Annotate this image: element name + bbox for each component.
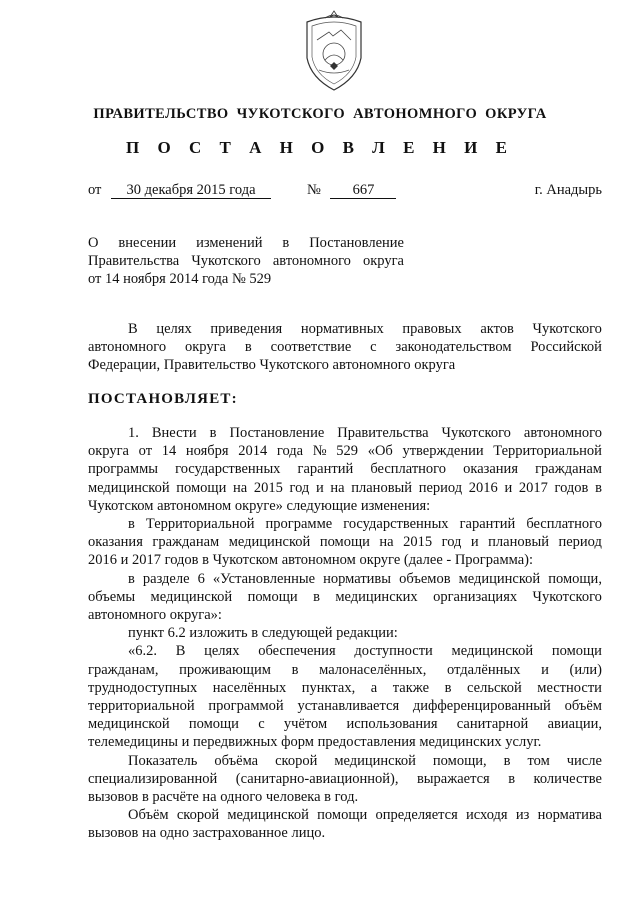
number-label: № bbox=[307, 182, 321, 198]
word: также bbox=[392, 679, 430, 696]
word: изменений bbox=[196, 235, 263, 251]
word: проживающим bbox=[179, 661, 271, 678]
word: программе bbox=[265, 516, 333, 533]
word: в bbox=[313, 588, 320, 605]
decree-heading: ПОСТАНОВЛЯЕТ: bbox=[88, 391, 238, 407]
word: с bbox=[370, 339, 377, 356]
word: округа bbox=[88, 443, 129, 460]
word: местности bbox=[537, 679, 602, 696]
text-line bbox=[88, 424, 602, 442]
word: определяется bbox=[375, 807, 458, 824]
word: малонаселённых, bbox=[319, 661, 427, 678]
word: дифференцированный bbox=[412, 698, 551, 715]
word: год bbox=[289, 479, 310, 496]
text-line: 2016 и 2017 годов в Чукотском автономном округе (далее - Программа): bbox=[88, 552, 533, 569]
word: территориальной bbox=[88, 698, 195, 715]
text-line: от 14 ноября 2014 года № 529 bbox=[88, 271, 272, 287]
word: плановый bbox=[351, 479, 413, 496]
word: помощи bbox=[551, 643, 602, 660]
word: объёма bbox=[214, 752, 259, 769]
text-line bbox=[88, 697, 602, 715]
word: на bbox=[379, 534, 394, 551]
word: помощи, bbox=[548, 570, 602, 587]
word: Чукотского bbox=[191, 253, 261, 269]
text-line: Чукотском автономном округе» следующие изменения: bbox=[88, 497, 431, 514]
word: нормативных bbox=[300, 321, 384, 337]
word: Российской bbox=[530, 339, 602, 356]
word: том bbox=[527, 752, 550, 769]
word: из bbox=[515, 807, 530, 824]
document-date: 30 декабря 2015 года bbox=[111, 182, 271, 199]
word: количестве bbox=[533, 770, 602, 787]
word: актов bbox=[480, 321, 514, 337]
text-line bbox=[88, 715, 602, 733]
word: исходя bbox=[466, 807, 508, 824]
word: программой bbox=[208, 698, 284, 715]
word: округа bbox=[363, 253, 404, 269]
word: помощи bbox=[247, 588, 298, 605]
word: объемы bbox=[88, 588, 136, 605]
word: гражданам bbox=[152, 534, 220, 551]
word: № bbox=[312, 443, 327, 460]
word: Правительства bbox=[337, 425, 429, 441]
word: труднодоступных bbox=[88, 679, 198, 696]
word: законодательством bbox=[395, 339, 512, 356]
word: медицинской bbox=[150, 588, 233, 605]
word: плановый bbox=[488, 534, 549, 551]
text-line bbox=[88, 770, 602, 788]
word: Показатель bbox=[128, 752, 198, 769]
word: медицинской bbox=[451, 643, 534, 660]
word: помощи bbox=[319, 534, 370, 551]
word: оказания bbox=[463, 461, 518, 478]
word: бесплатного bbox=[370, 461, 447, 478]
word: 2015 bbox=[403, 534, 433, 551]
decree-body bbox=[88, 424, 602, 843]
word: на bbox=[233, 479, 248, 496]
word: в bbox=[508, 770, 516, 787]
word: выражается bbox=[416, 770, 490, 787]
number-field bbox=[307, 182, 396, 199]
word: специализированной bbox=[88, 770, 218, 787]
word: числе bbox=[566, 752, 602, 769]
text-line bbox=[88, 460, 602, 478]
word: в bbox=[282, 235, 290, 251]
word: использования bbox=[346, 716, 438, 733]
word: гарантий bbox=[297, 461, 354, 478]
word: и bbox=[541, 661, 549, 678]
text-line bbox=[88, 234, 404, 252]
word: в bbox=[595, 479, 602, 496]
word: в bbox=[503, 752, 511, 769]
word: норматива bbox=[537, 807, 602, 824]
word: года bbox=[276, 443, 304, 460]
word: с bbox=[258, 716, 265, 733]
word: медицинской bbox=[458, 570, 541, 587]
word: программы bbox=[88, 461, 158, 478]
word: населённых bbox=[212, 679, 287, 696]
document-type: П О С Т А Н О В Л Е Н И Е bbox=[126, 138, 514, 157]
coat-of-arms-icon bbox=[299, 10, 369, 92]
city: г. Анадырь bbox=[534, 182, 602, 198]
text-line bbox=[88, 588, 602, 606]
word: 14 bbox=[161, 443, 177, 460]
word: округа bbox=[184, 339, 226, 356]
word: период bbox=[418, 479, 463, 496]
word: «Об bbox=[367, 443, 393, 460]
text-line bbox=[88, 679, 602, 697]
word: 2016 bbox=[468, 479, 498, 496]
word: Территориальной bbox=[493, 443, 602, 460]
word: санитарной bbox=[456, 716, 529, 733]
word: В bbox=[175, 643, 186, 660]
document-number: 667 bbox=[330, 182, 396, 199]
text-line bbox=[88, 806, 602, 824]
word: медицинских bbox=[335, 588, 418, 605]
word: Внести bbox=[151, 425, 197, 441]
word: бесплатного bbox=[526, 516, 602, 533]
word: гарантий bbox=[459, 516, 516, 533]
word: объём bbox=[564, 698, 602, 715]
word: авиации, bbox=[547, 716, 602, 733]
text-line: пункт 6.2 изложить в следующей редакции: bbox=[128, 625, 398, 642]
word: оказания bbox=[88, 534, 143, 551]
text-line: автономного округа»: bbox=[88, 607, 222, 624]
text-line: телемедицины и передвижных форм предоставления медицинских услуг. bbox=[88, 734, 542, 751]
word: 6 bbox=[197, 570, 205, 587]
date-field bbox=[88, 182, 271, 199]
word: на bbox=[330, 479, 345, 496]
text-line: вызовов на одно застрахованное лицо. bbox=[88, 825, 326, 842]
word: нормативы bbox=[323, 570, 392, 587]
word: Чукотского bbox=[532, 321, 602, 337]
word: доступности bbox=[354, 643, 433, 660]
word: помощи bbox=[188, 716, 239, 733]
word: Правительства bbox=[88, 253, 180, 269]
word: 529 bbox=[336, 443, 359, 460]
word: медицинской bbox=[334, 752, 416, 769]
word: государственных bbox=[175, 461, 281, 478]
word: а bbox=[370, 679, 378, 696]
word: (санитарно-авиационной), bbox=[235, 770, 399, 787]
word: помощи bbox=[317, 807, 368, 824]
word: государственных bbox=[343, 516, 449, 533]
word: от bbox=[138, 443, 153, 460]
word: 2014 bbox=[238, 443, 268, 460]
word: внесении bbox=[118, 235, 177, 251]
word: разделе bbox=[142, 570, 190, 587]
text-line: Федерации, Правительство Чукотского автономного округа bbox=[88, 357, 456, 374]
word: Постановление bbox=[309, 235, 404, 251]
word: обеспечения bbox=[258, 643, 336, 660]
word: и bbox=[315, 479, 324, 496]
word: и bbox=[504, 479, 513, 496]
word: гражданам, bbox=[88, 661, 159, 678]
word: помощи, bbox=[432, 752, 487, 769]
word: скорой bbox=[176, 807, 220, 824]
word: в bbox=[291, 661, 299, 678]
word: автономного bbox=[523, 425, 602, 441]
word: Объём bbox=[128, 807, 169, 824]
document-subject bbox=[88, 234, 404, 288]
word: медицинской bbox=[88, 479, 170, 496]
text-line bbox=[88, 320, 602, 338]
word: объемов bbox=[399, 570, 451, 587]
government-title: ПРАВИТЕЛЬСТВО ЧУКОТСКОГО АВТОНОМНОГО ОКРУГА bbox=[93, 106, 547, 122]
word: 1. bbox=[128, 425, 139, 441]
text-line bbox=[88, 642, 602, 660]
word: Чукотского bbox=[532, 588, 602, 605]
word: О bbox=[88, 235, 99, 251]
word: период bbox=[558, 534, 602, 551]
word: учётом bbox=[283, 716, 328, 733]
word: устанавливается bbox=[297, 698, 400, 715]
word: в bbox=[209, 425, 217, 441]
word: утверждении bbox=[402, 443, 484, 460]
word: «6.2. bbox=[128, 643, 157, 660]
word: (или) bbox=[569, 661, 602, 678]
text-line bbox=[88, 515, 602, 533]
word: гражданам bbox=[535, 461, 602, 478]
word: в bbox=[128, 570, 135, 587]
word: в bbox=[128, 516, 135, 533]
word: сельской bbox=[467, 679, 522, 696]
text-line bbox=[88, 752, 602, 770]
word: 2017 bbox=[518, 479, 548, 496]
text-line bbox=[88, 533, 602, 551]
word: Чукотского bbox=[441, 425, 511, 441]
text-line bbox=[88, 252, 404, 270]
text-line: вызовов в расчёте на одного человека в год. bbox=[88, 789, 359, 806]
word: соответствие bbox=[270, 339, 352, 356]
word: автономного bbox=[272, 253, 351, 269]
text-line bbox=[88, 479, 602, 497]
word: целях bbox=[156, 321, 192, 337]
preamble bbox=[88, 320, 602, 375]
word: год bbox=[441, 534, 462, 551]
word: правовых bbox=[402, 321, 462, 337]
word: 2015 bbox=[253, 479, 283, 496]
text-line bbox=[88, 570, 602, 588]
word: в bbox=[444, 679, 452, 696]
word: медицинской bbox=[227, 807, 309, 824]
word: Постановление bbox=[229, 425, 325, 441]
word: автономного bbox=[88, 339, 167, 356]
word: медицинской bbox=[88, 716, 170, 733]
word: медицинской bbox=[228, 534, 311, 551]
word: ноября bbox=[185, 443, 229, 460]
word: отдалённых bbox=[447, 661, 521, 678]
word: целях bbox=[204, 643, 240, 660]
text-line bbox=[88, 442, 602, 460]
word: годов bbox=[554, 479, 589, 496]
word: в bbox=[244, 339, 252, 356]
word: организациях bbox=[433, 588, 518, 605]
date-label: от bbox=[88, 182, 102, 198]
text-line bbox=[88, 661, 602, 679]
word: скорой bbox=[275, 752, 318, 769]
word: и bbox=[470, 534, 479, 551]
word: пунктах, bbox=[301, 679, 356, 696]
word: помощи bbox=[176, 479, 227, 496]
word: «Установленные bbox=[212, 570, 316, 587]
word: Территориальной bbox=[145, 516, 255, 533]
text-line bbox=[88, 338, 602, 356]
word: приведения bbox=[210, 321, 283, 337]
word: В bbox=[128, 321, 138, 337]
